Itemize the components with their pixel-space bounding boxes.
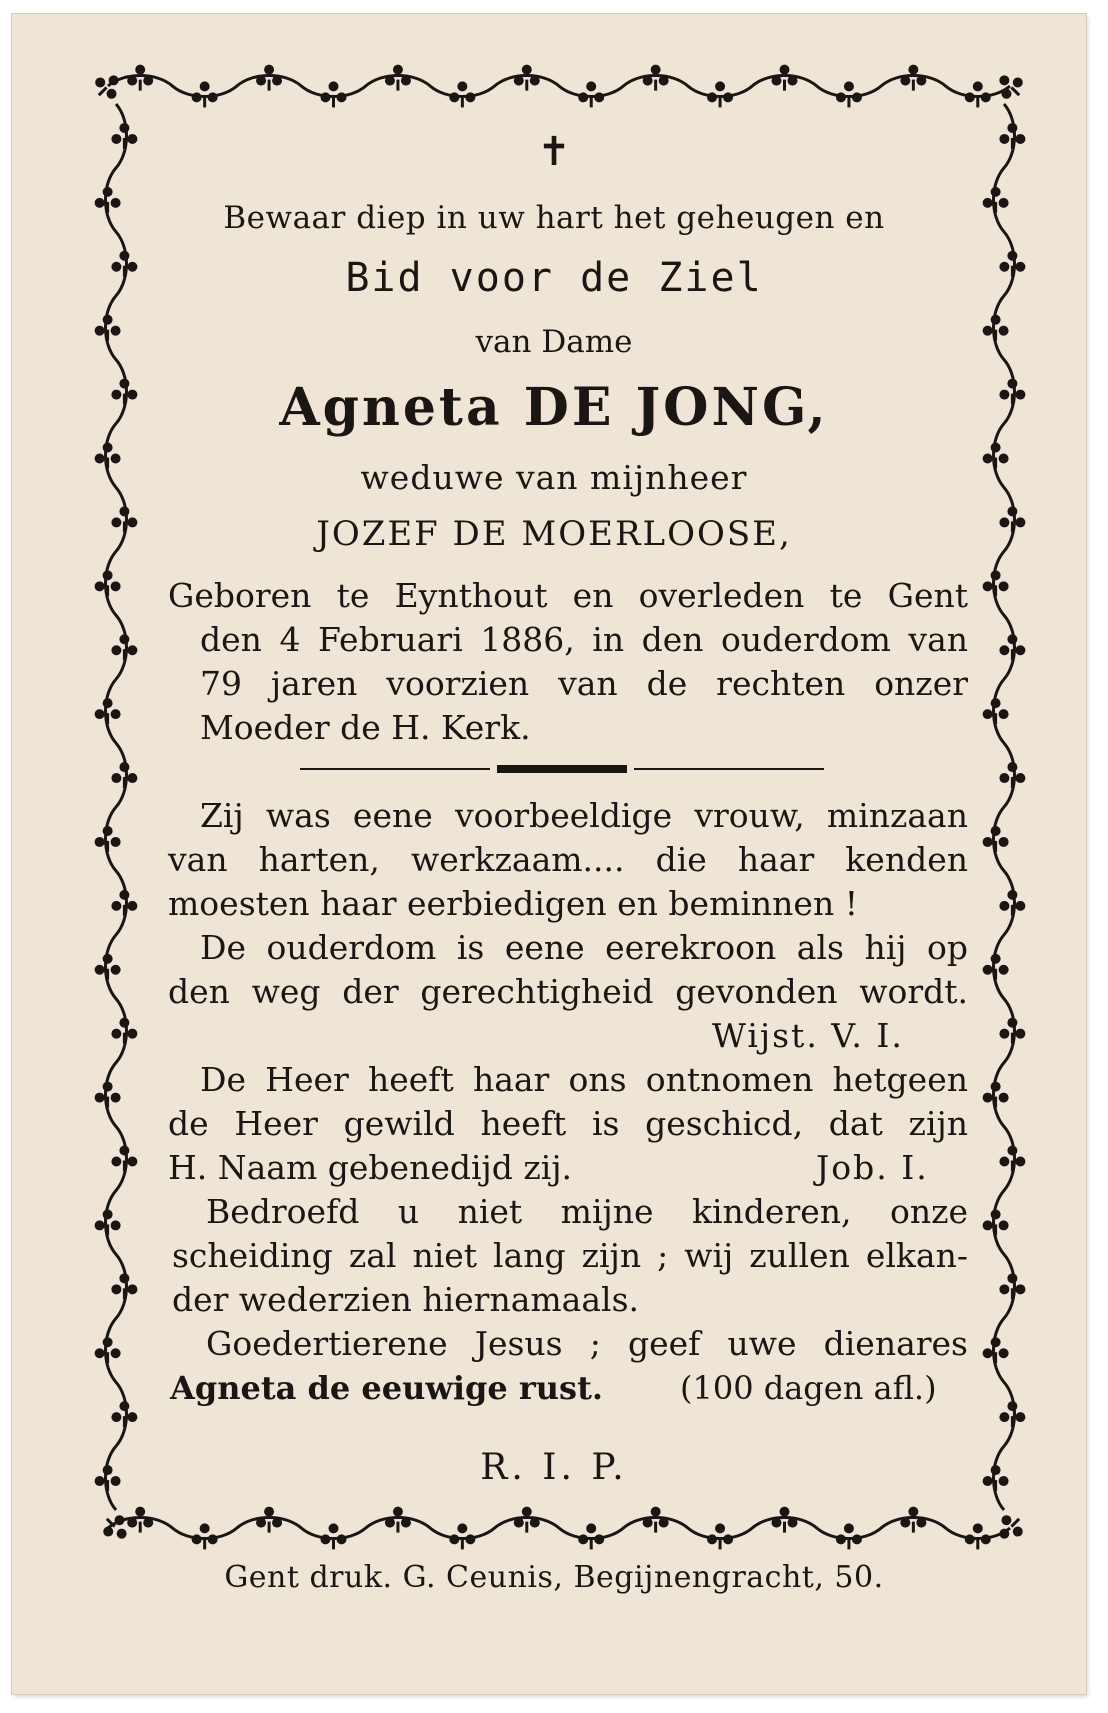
fleur-icon	[707, 81, 733, 107]
fleur-icon	[95, 1082, 121, 1108]
fleur-icon	[999, 634, 1025, 660]
bio-line: den 4 Februari 1886, in den ouderdom van	[200, 620, 968, 659]
vine-line	[108, 76, 1010, 97]
fleur-icon	[999, 1018, 1025, 1044]
fleur-icon	[836, 81, 862, 107]
fleur-icon	[127, 65, 153, 91]
fleur-icon	[449, 1523, 475, 1549]
fleur-icon	[449, 81, 475, 107]
fleur-icon	[999, 890, 1025, 916]
text-line: H. Naam gebenedijd zij.	[168, 1148, 573, 1187]
text-line: Agneta de eeuwige rust.	[170, 1369, 603, 1407]
fleur-icon	[983, 1082, 1009, 1108]
text-line: Goedertierene Jesus ; geef uwe dienares	[206, 1324, 968, 1363]
fleur-icon	[321, 1523, 347, 1549]
fleur-icon	[900, 1507, 926, 1533]
fleur-icon	[111, 1018, 137, 1044]
fleur-icon	[111, 762, 137, 788]
fleur-icon	[900, 65, 926, 91]
fleur-icon	[111, 1273, 137, 1299]
fleur-icon	[643, 65, 669, 91]
prayer-heading: Bid voor de Ziel	[345, 255, 763, 301]
fleur-icon	[111, 1401, 137, 1427]
text-line: der wederzien hiernamaals.	[172, 1280, 639, 1319]
text-line: De ouderdom is eene eerekroon als hij op	[200, 928, 968, 967]
printer-imprint: Gent druk. G. Ceunis, Begijnengracht, 50.	[224, 1560, 884, 1595]
divider-center	[497, 765, 627, 773]
fleur-icon	[385, 1507, 411, 1533]
bio-line: Geboren te Eynthout en overleden te Gent	[168, 576, 968, 615]
fleur-icon	[514, 1507, 540, 1533]
text-line: Zij was eene voorbeeldige vrouw, minzaan	[200, 796, 968, 835]
text-line: Bedroefd u niet mijne kinderen, onze	[206, 1192, 968, 1231]
fleur-icon	[385, 65, 411, 91]
fleur-icon	[983, 570, 1009, 596]
fleur-icon	[772, 65, 798, 91]
fleur-icon	[95, 826, 121, 852]
text-line: scheiding zal niet lang zijn ; wij zullen elkan-	[172, 1236, 968, 1275]
bio-line: 79 jaren voorzien van de rechten onzer	[200, 664, 968, 703]
deceased-name: Agneta DE JONG,	[279, 377, 829, 438]
fleur-icon	[999, 762, 1025, 788]
fleur-icon	[983, 1209, 1009, 1235]
scripture-reference: Job. I.	[816, 1148, 929, 1187]
text-line: De Heer heeft haar ons ontnomen hetgeen	[200, 1060, 968, 1099]
fleur-icon	[836, 1523, 862, 1549]
fleur-icon	[643, 1507, 669, 1533]
fleur-icon	[772, 1507, 798, 1533]
text-line: moesten haar eerbiedigen en beminnen !	[168, 884, 858, 923]
fleur-icon	[111, 1146, 137, 1172]
fleur-icon	[127, 1507, 153, 1533]
fleur-icon	[983, 826, 1009, 852]
fleur-icon	[95, 954, 121, 980]
relation-line: weduwe van mijnheer	[360, 458, 748, 497]
bio-line: Moeder de H. Kerk.	[200, 708, 531, 747]
fleur-icon	[707, 1523, 733, 1549]
fleur-icon	[111, 634, 137, 660]
text-line: de Heer gewild heeft is geschicd, dat zijn	[168, 1104, 968, 1143]
fleur-icon	[321, 81, 347, 107]
fleur-icon	[95, 698, 121, 724]
rip-line: R. I. P.	[480, 1447, 628, 1488]
fleur-icon	[98, 1510, 135, 1547]
fleur-icon	[999, 1401, 1025, 1427]
fleur-icon	[999, 1146, 1025, 1172]
fleur-icon	[578, 81, 604, 107]
divider-right	[634, 768, 824, 770]
intro-line: Bewaar diep in uw hart het geheugen en	[223, 200, 885, 236]
title-prefix: van Dame	[475, 324, 633, 360]
fleur-icon	[983, 1337, 1009, 1363]
indulgence-note: (100 dagen afl.)	[680, 1369, 937, 1407]
fleur-icon	[983, 954, 1009, 980]
cross-icon: ✝	[537, 129, 571, 175]
fleur-icon	[983, 698, 1009, 724]
fleur-icon	[95, 1209, 121, 1235]
spouse-name: JOZEF DE MOERLOOSE,	[316, 514, 792, 554]
fleur-icon	[999, 1273, 1025, 1299]
vine-line	[108, 1518, 1010, 1539]
fleur-icon	[256, 65, 282, 91]
fleur-icon	[256, 1507, 282, 1533]
fleur-icon	[95, 1337, 121, 1363]
divider-left	[300, 768, 490, 770]
fleur-icon	[514, 65, 540, 91]
fleur-icon	[192, 1523, 218, 1549]
text-line: den weg der gerechtigheid gevonden wordt.	[168, 972, 968, 1011]
fleur-icon	[111, 890, 137, 916]
fleur-icon	[192, 81, 218, 107]
text-line: van harten, werkzaam.... die haar kenden	[168, 840, 968, 879]
fleur-icon	[95, 570, 121, 596]
fleur-icon	[578, 1523, 604, 1549]
fleur-icon	[965, 81, 991, 107]
scripture-reference: Wijst. V. I.	[712, 1016, 904, 1055]
fleur-icon	[965, 1523, 991, 1549]
